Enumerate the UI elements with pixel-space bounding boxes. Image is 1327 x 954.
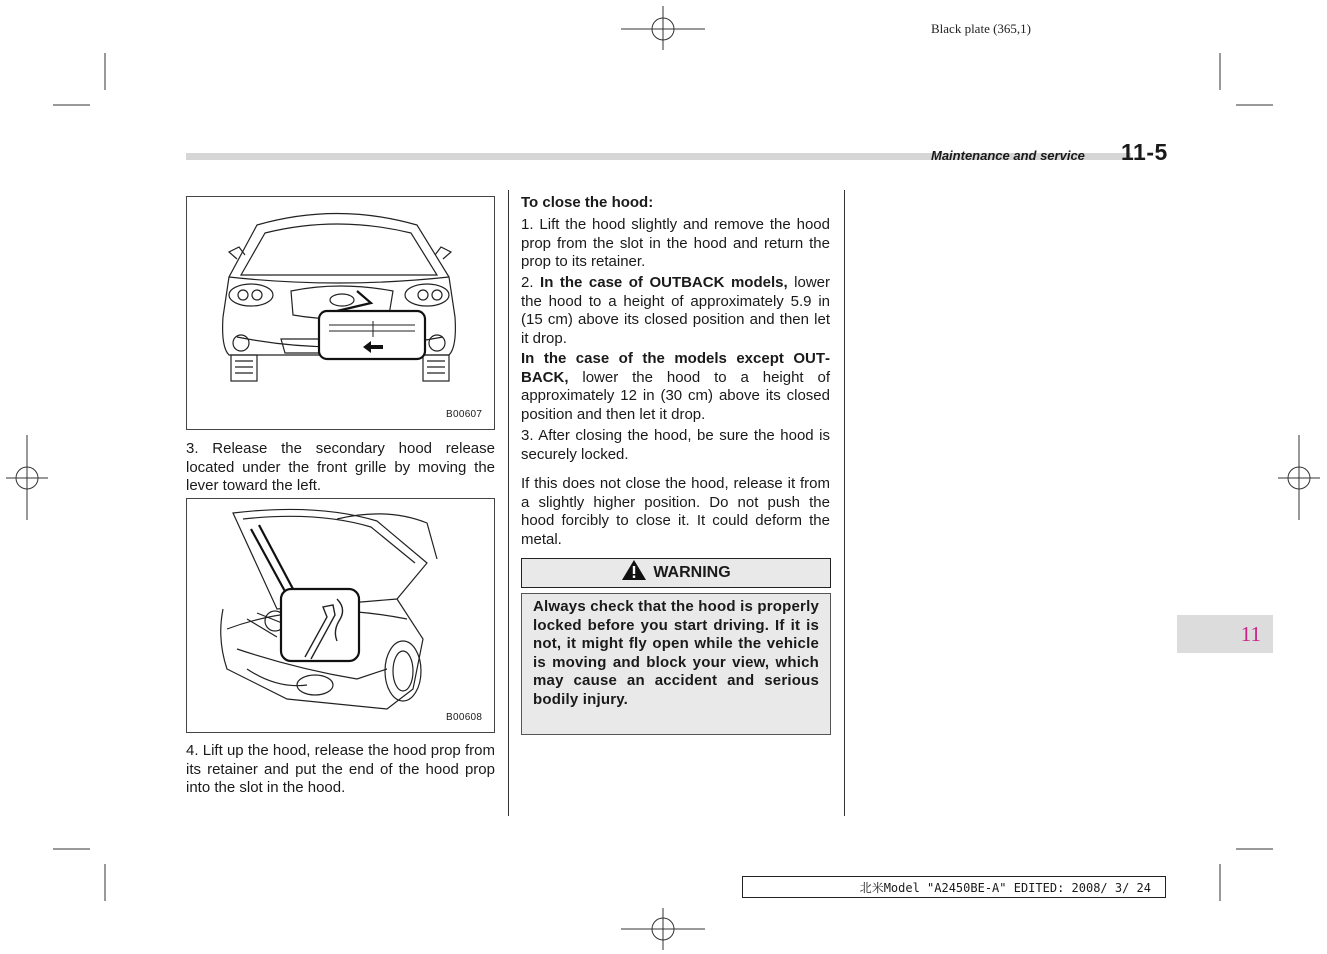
close-step-1: 1. Lift the hood slightly and remove the hood prop from the slot in the hood and return the prop to its retainer. xyxy=(521,216,830,270)
close-step-3: 3. After closing the hood, be sure the hood is securely locked. xyxy=(521,427,830,463)
figure-code: B00607 xyxy=(446,409,483,420)
warning-triangle-icon xyxy=(621,559,647,581)
figure-front-grille xyxy=(186,196,495,430)
chapter-number: 11 xyxy=(1240,622,1261,646)
warning-header xyxy=(521,558,831,588)
car-front-illustration xyxy=(187,197,494,429)
footer-edit-info xyxy=(742,876,1166,898)
open-hood-illustration xyxy=(187,499,494,732)
close-note: If this does not close the hood, release it from a slightly higher position. Do not push the hood forcibly to close it. It could deform the metal. xyxy=(521,475,830,548)
figure-hood-prop xyxy=(186,498,495,733)
section-title: Maintenance and service xyxy=(931,148,1085,163)
close-step-2: 2. In the case of OUTBACK models, lower the hood to a height of approximately 5.9 in (15 cm) above its closed position and then let it drop. xyxy=(521,274,830,347)
figure-code: B00608 xyxy=(446,712,483,723)
chapter-tab xyxy=(1177,615,1273,653)
close-step-2-other: In the case of the models except OUTBACK, lower the hood to a height of approximately 12 in (30 cm) above its closed position and then let it drop. xyxy=(521,350,830,423)
step-4-lift-hood: 4. Lift up the hood, release the hood prop from its retainer and put the end of the hood prop into the slot in the hood. xyxy=(186,742,495,796)
plate-label: Black plate (365,1) xyxy=(931,21,1031,36)
warning-title: WARNING xyxy=(653,564,731,581)
warning-body: Always check that the hood is properly locked before you start driving. If it is not, it might fly open while the vehicle is moving and block your view, which may cause an accident and serious bodily injury. xyxy=(521,593,831,735)
column-divider-left xyxy=(508,190,509,816)
page-number: 11-5 xyxy=(1121,139,1168,165)
close-hood-heading: To close the hood: xyxy=(521,194,654,211)
step-3-release-secondary: 3. Release the secondary hood release located under the front grille by moving the lever toward the left. xyxy=(186,440,495,494)
footer-text: 北米Model "A2450BE-A" EDITED: 2008/ 3/ 24 xyxy=(859,881,1151,895)
column-divider-right xyxy=(844,190,845,816)
